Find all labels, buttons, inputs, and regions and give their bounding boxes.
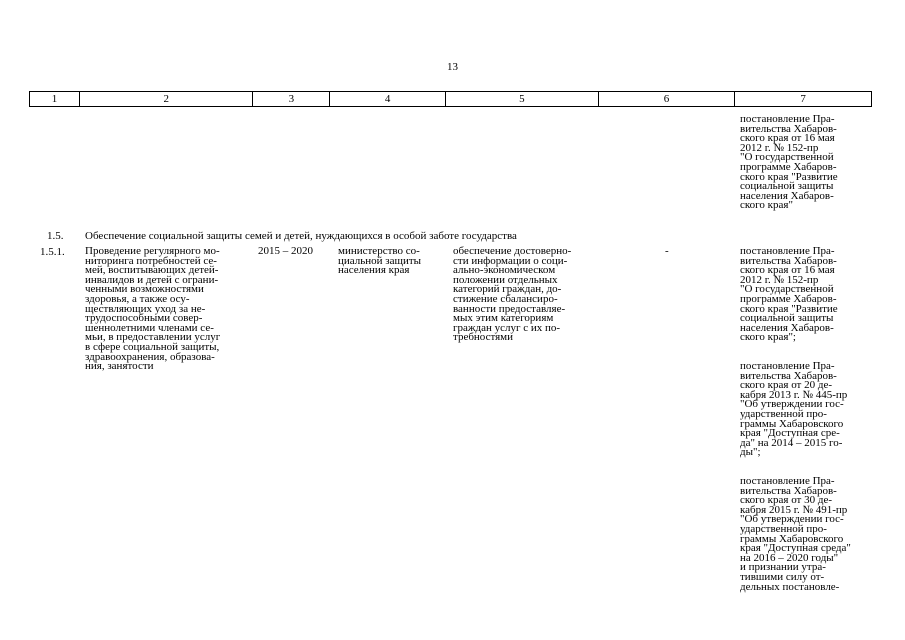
continuation-basis-text: постановление Пра- вительства Хабаров- ского края от 16 мая 2012 г. № 152-пр "О государственной программе Хабаров- ского края "Развитие социальной защиты населения Хабаров- ского края" [740, 113, 838, 212]
section-title: Обеспечение социальной защиты семей и детей, нуждающихся в особой заботе государства [85, 230, 517, 242]
basis-item-1: постановление Пра- вительства Хабаров- ского края от 16 мая 2012 г. № 152-пр "О государственной программе Хабаров- ского края "Развитие социальной защиты населения Хабаров- ского края"; [740, 245, 838, 344]
header-col-7: 7 [800, 93, 806, 105]
header-col-1: 1 [30, 92, 80, 106]
basis-item-2: постановление Пра- вительства Хабаров- ского края от 20 де- кабря 2013 г. № 445-пр "Об утверждении гос- ударственной про- граммы Хабаровского края "Доступная сре- да" на 2014 – 2015 го- ды"; [740, 360, 848, 459]
section-number: 1.5. [47, 230, 64, 242]
executor-text: министерство со- циальной защиты населения края [338, 245, 422, 277]
col6-dash: - [665, 245, 669, 257]
basis-item-3: постановление Пра- вительства Хабаров- ского края от 30 де- кабря 2015 г. № 491-пр "Об утверждении гос- ударственной про- граммы Хабаровского края "Доступная среда" на 2016 – 2020 годы" и признании утра- тившими силу от- дельных постановле- [740, 475, 851, 593]
header-col-3: 3 [253, 92, 330, 106]
result-text: обеспечение достоверно- сти информации о соци- ально-экономическом положении отдельных категорий граждан, до- стижение сбалансиро- ванности предоставляе- мых этим категориям граждан услуг с их по- требностями [453, 245, 572, 344]
page-number: 13 [447, 61, 458, 73]
table-header-row [29, 91, 872, 107]
header-col-4: 4 [330, 92, 446, 106]
period-text: 2015 – 2020 [258, 245, 313, 257]
header-col-2: 2 [80, 92, 254, 106]
measure-text: Проведение регулярного мо- ниторинга потребностей се- мей, воспитывающих детей- инвалидов и детей с ограни- ченными возможностями здоровья, а также осу- ществляющих уход за не- трудоспособными совер- шеннолетними членами се- мьи, в предоставлении услуг в сфере социальной защиты, здравоохранения, образова- ния, занятости [85, 245, 221, 373]
header-col-5: 5 [446, 92, 599, 106]
header-col-6: 6 [599, 92, 736, 106]
row-number: 1.5.1. [40, 246, 65, 258]
